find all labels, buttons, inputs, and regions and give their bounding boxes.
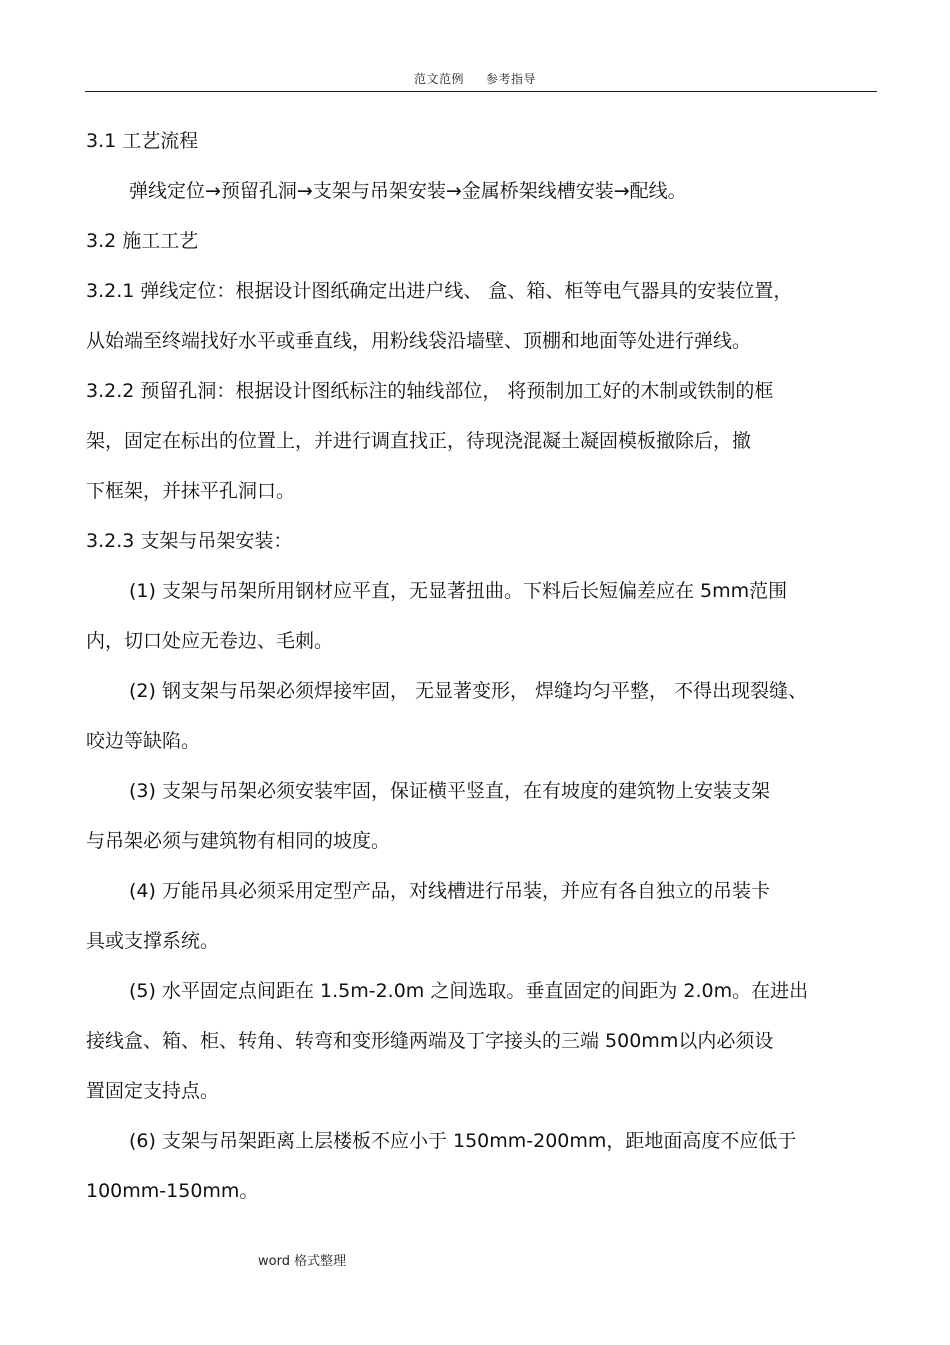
header-right-text: 参考指导 — [486, 72, 537, 86]
item-1-line-2: 内，切口处应无卷边、毛刺。 — [86, 630, 334, 652]
item-2-line-1: (2) 钢支架与吊架必须焊接牢固， 无显著变形， 焊缝均匀平整， 不得出现裂缝、 — [129, 680, 808, 702]
page-footer: word 格式整理 — [258, 1254, 347, 1269]
item-6-line-1: (6) 支架与吊架距离上层楼板不应小于 150mm-200mm，距地面高度不应低于 — [129, 1130, 797, 1152]
document-body — [86, 122, 878, 1222]
page-header — [0, 70, 950, 87]
item-3-line-1: (3) 支架与吊架必须安装牢固，保证横平竖直，在有坡度的建筑物上安装支架 — [129, 780, 770, 802]
header-rule — [85, 91, 877, 92]
item-4-line-2: 具或支撑系统。 — [86, 930, 220, 952]
paragraph-3-2-2-line-2: 架，固定在标出的位置上，并进行调直找正，待现浇混凝土凝固模板撤除后，撤 — [86, 430, 752, 452]
item-5-line-1: (5) 水平固定点间距在 1.5m-2.0m 之间选取。垂直固定的间距为 2.0m。在进出 — [129, 980, 809, 1002]
section-heading-3-2-3: 3.2.3 支架与吊架安装： — [86, 530, 293, 552]
item-4-line-1: (4) 万能吊具必须采用定型产品，对线槽进行吊装，并应有各自独立的吊装卡 — [129, 880, 770, 902]
paragraph-3-2-1-line-1: 3.2.1 弹线定位：根据设计图纸确定出进户线、 盒、箱、柜等电气器具的安装位置， — [86, 280, 793, 302]
section-heading-3-2: 3.2 施工工艺 — [86, 230, 199, 252]
item-2-line-2: 咬边等缺陷。 — [86, 730, 201, 752]
item-3-line-2: 与吊架必须与建筑物有相同的坡度。 — [86, 830, 391, 852]
process-flow-text: 弹线定位→预留孔洞→支架与吊架安装→金属桥架线槽安装→配线。 — [129, 180, 687, 202]
paragraph-3-2-2-line-1: 3.2.2 预留孔洞：根据设计图纸标注的轴线部位， 将预制加工好的木制或铁制的框 — [86, 380, 774, 402]
item-6-line-2: 100mm-150mm。 — [86, 1180, 259, 1202]
section-heading-3-1: 3.1 工艺流程 — [86, 130, 199, 152]
item-1-line-1: (1) 支架与吊架所用钢材应平直，无显著扭曲。下料后长短偏差应在 5mm范围 — [129, 580, 788, 602]
header-left-text: 范文范例 — [413, 72, 464, 86]
item-5-line-2: 接线盒、箱、柜、转角、转弯和变形缝两端及丁字接头的三端 500mm以内必须设 — [86, 1030, 774, 1052]
item-5-line-3: 置固定支持点。 — [86, 1080, 220, 1102]
paragraph-3-2-2-line-3: 下框架，并抹平孔洞口。 — [86, 480, 296, 502]
paragraph-3-2-1-line-2: 从始端至终端找好水平或垂直线，用粉线袋沿墙壁、顶棚和地面等处进行弹线。 — [86, 330, 752, 352]
